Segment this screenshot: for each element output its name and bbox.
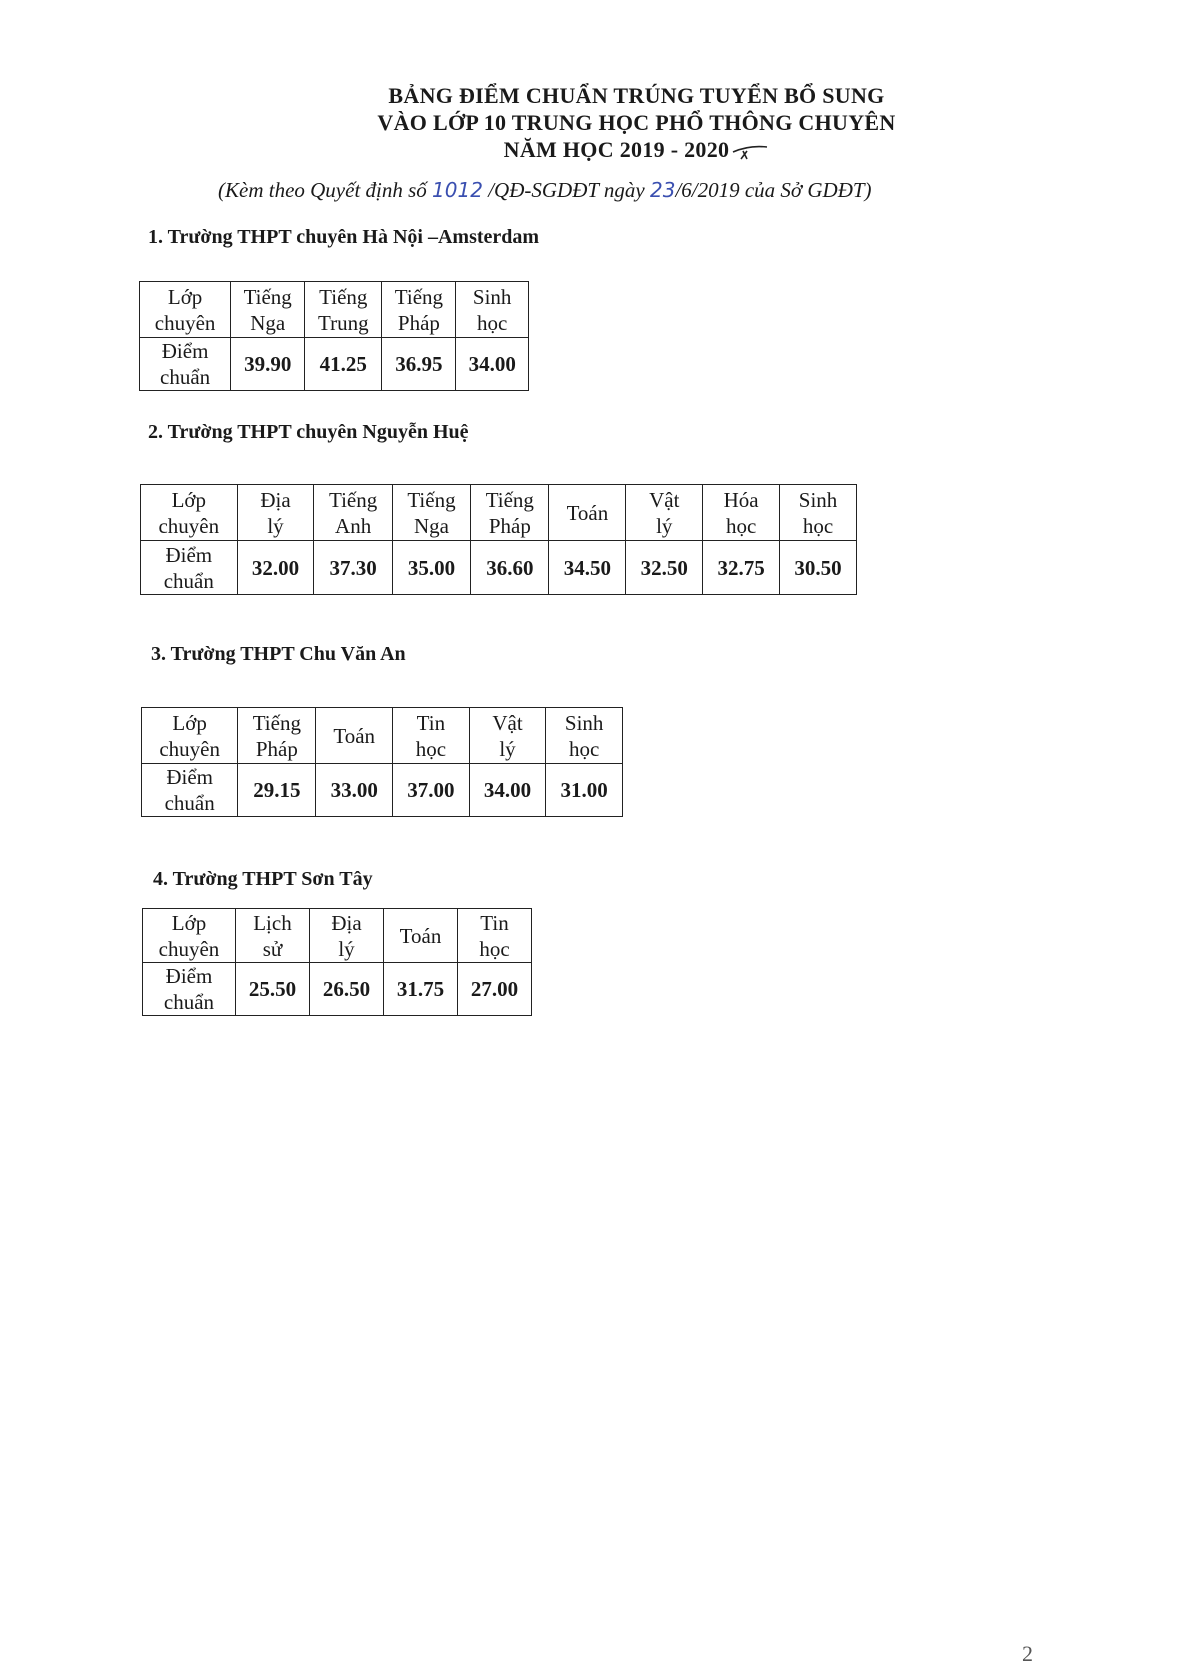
score-cell: 36.60	[471, 541, 549, 595]
subject-cell: Toán	[383, 909, 457, 963]
score-cell: 36.95	[382, 338, 456, 391]
subject-cell: Lịch sử	[235, 909, 309, 963]
table-row	[143, 963, 532, 1016]
row-label-class: Lớp chuyên	[141, 485, 238, 541]
row-label-class: Lớp chuyên	[140, 282, 231, 338]
initial-mark-icon	[729, 143, 769, 161]
subject-cell: Tin học	[457, 909, 531, 963]
row-label-class: Lớp chuyên	[143, 909, 236, 963]
table-row	[141, 541, 857, 595]
title-line-2: VÀO LỚP 10 TRUNG HỌC PHỔ THÔNG CHUYÊN	[377, 110, 896, 135]
score-cell: 39.90	[231, 338, 305, 391]
score-cell: 35.00	[392, 541, 470, 595]
subject-cell: Tiếng Anh	[314, 485, 392, 541]
score-cell: 32.00	[237, 541, 314, 595]
subject-cell: Sinh học	[780, 485, 857, 541]
title-line-1: BẢNG ĐIỂM CHUẨN TRÚNG TUYỂN BỔ SUNG	[388, 83, 885, 108]
score-cell: 30.50	[780, 541, 857, 595]
row-label-class: Lớp chuyên	[142, 708, 238, 764]
subject-cell: Tiếng Pháp	[471, 485, 549, 541]
score-cell: 37.30	[314, 541, 392, 595]
score-table-3	[141, 707, 623, 817]
decision-number-handwritten: 1012	[432, 178, 483, 202]
date-day-handwritten: 23	[649, 178, 676, 202]
subject-cell: Tiếng Pháp	[238, 708, 316, 764]
subject-cell: Tiếng Trung	[305, 282, 382, 338]
subject-cell: Tiếng Pháp	[382, 282, 456, 338]
table-row	[142, 764, 623, 817]
subject-cell: Toán	[316, 708, 393, 764]
subject-cell: Địa lý	[309, 909, 383, 963]
subject-cell: Tiếng Nga	[392, 485, 470, 541]
subject-cell: Sinh học	[546, 708, 623, 764]
page-number: 2	[1022, 1641, 1033, 1666]
subject-cell: Vật lý	[626, 485, 703, 541]
table-row	[140, 338, 529, 391]
section-2-heading: 2. Trường THPT chuyên Nguyễn Huệ	[148, 421, 469, 443]
score-cell: 25.50	[235, 963, 309, 1016]
subtitle: (Kèm theo Quyết định số 1012 /QĐ-SGDĐT ngày 23/6/2019 của Sở GDĐT)	[218, 178, 872, 202]
document-title	[0, 82, 1193, 163]
subject-cell: Vật lý	[469, 708, 546, 764]
table-row	[140, 282, 529, 338]
row-label-score: Điểm chuẩn	[140, 338, 231, 391]
row-label-score: Điểm chuẩn	[142, 764, 238, 817]
table-row	[141, 485, 857, 541]
score-cell: 34.00	[469, 764, 546, 817]
section-3-heading: 3. Trường THPT Chu Văn An	[151, 643, 406, 665]
row-label-score: Điểm chuẩn	[141, 541, 238, 595]
row-label-score: Điểm chuẩn	[143, 963, 236, 1016]
score-table-2	[140, 484, 857, 595]
section-1-heading: 1. Trường THPT chuyên Hà Nội –Amsterdam	[148, 226, 540, 248]
score-table-1	[139, 281, 529, 391]
table-row	[143, 909, 532, 963]
subject-cell: Tiếng Nga	[231, 282, 305, 338]
score-cell: 29.15	[238, 764, 316, 817]
score-cell: 32.75	[703, 541, 780, 595]
section-4-heading: 4. Trường THPT Sơn Tây	[153, 868, 373, 890]
table-row	[142, 708, 623, 764]
score-cell: 31.00	[546, 764, 623, 817]
score-cell: 32.50	[626, 541, 703, 595]
subject-cell: Địa lý	[237, 485, 314, 541]
subject-cell: Toán	[549, 485, 626, 541]
score-cell: 37.00	[393, 764, 470, 817]
score-cell: 33.00	[316, 764, 393, 817]
subject-cell: Hóa học	[703, 485, 780, 541]
score-cell: 34.00	[456, 338, 529, 391]
score-table-4	[142, 908, 532, 1016]
score-cell: 31.75	[383, 963, 457, 1016]
subject-cell: Sinh học	[456, 282, 529, 338]
subject-cell: Tin học	[393, 708, 470, 764]
title-line-3: NĂM HỌC 2019 - 2020	[80, 136, 1193, 163]
score-cell: 26.50	[309, 963, 383, 1016]
score-cell: 34.50	[549, 541, 626, 595]
score-cell: 41.25	[305, 338, 382, 391]
score-cell: 27.00	[457, 963, 531, 1016]
